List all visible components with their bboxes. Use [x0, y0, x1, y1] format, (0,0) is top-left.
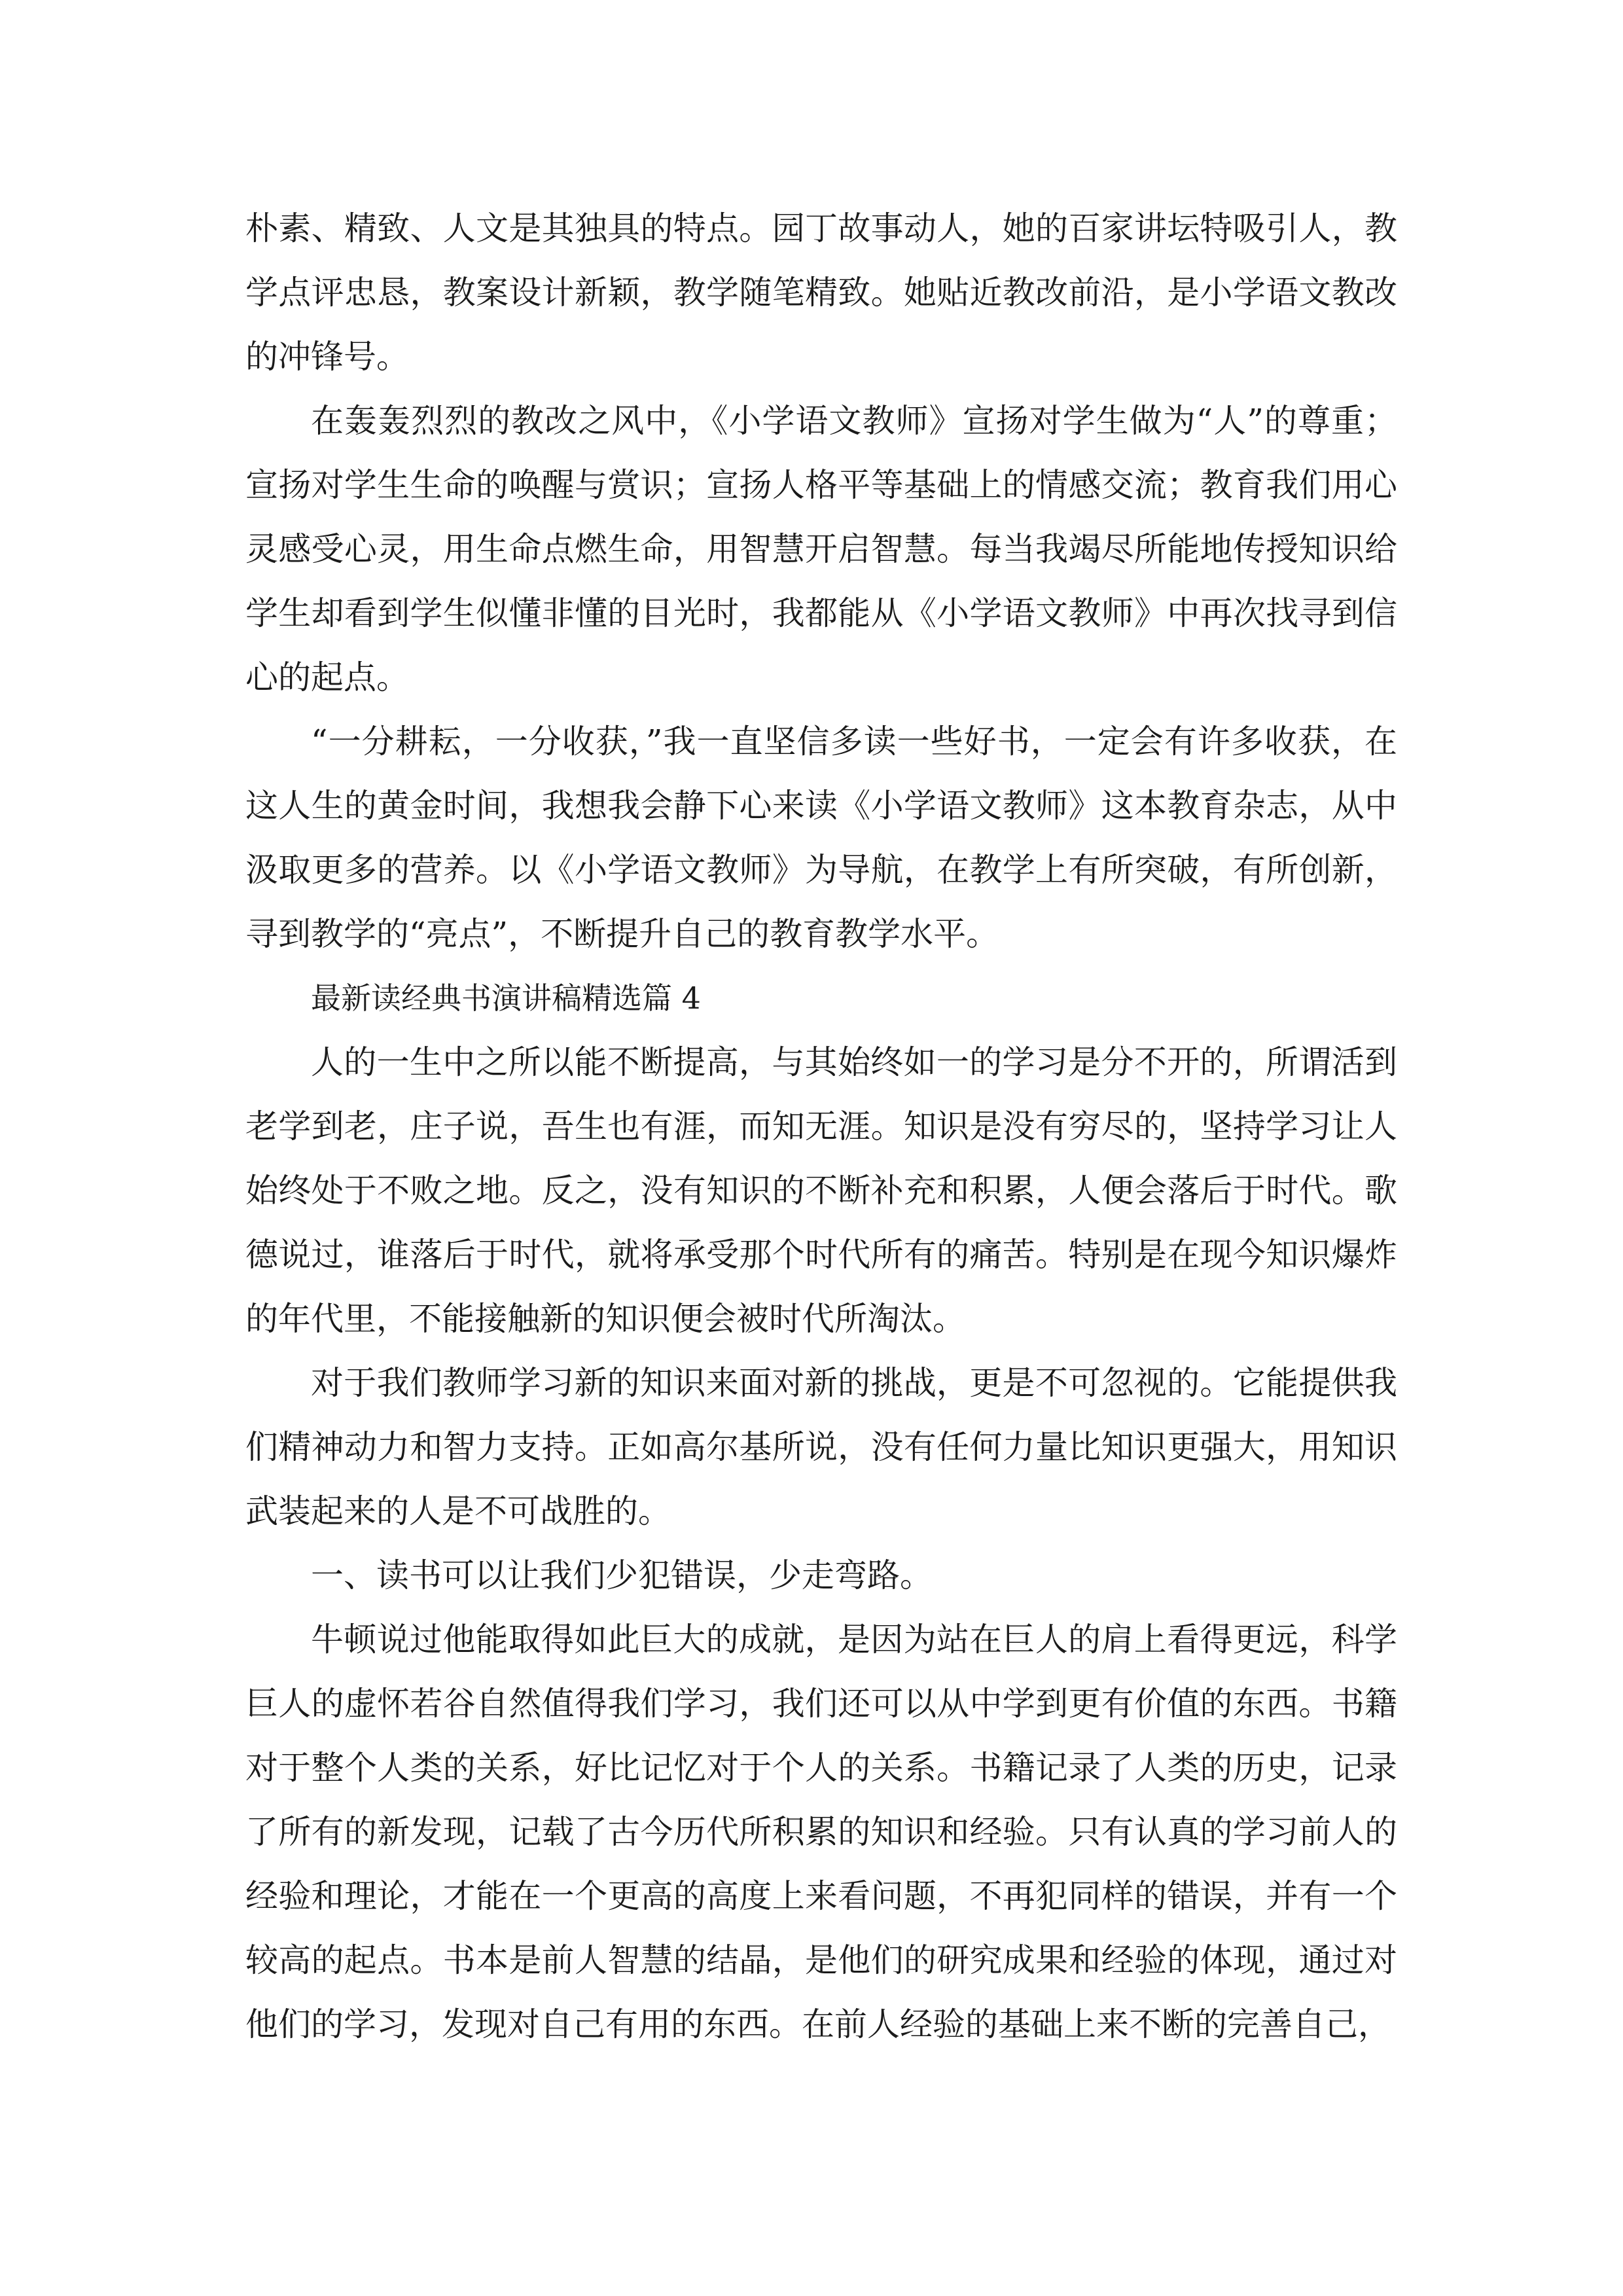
- paragraph-1: 朴素、精致、人文是其独具的特点。园丁故事动人，她的百家讲坛特吸引人，教学点评忠恳，教案设计新颖，教学随笔精致。她贴近教改前沿，是小学语文教改的冲锋号。: [245, 209, 1397, 376]
- paragraph-2: 在轰轰烈烈的教改之风中，《小学语文教师》宣扬对学生做为“人”的尊重；宣扬对学生生命的唤醒与赏识；宣扬人格平等基础上的情感交流；教育我们用心灵感受心灵，用生命点燃生命，用智慧开启智慧。每当我竭尽所能地传授知识给学生却看到学生似懂非懂的目光时，我都能从《小学语文教师》中再次找寻到信心的起点。: [245, 402, 1397, 696]
- section-heading: 最新读经典书演讲稿精选篇 4: [311, 980, 701, 1016]
- paragraph-6: 牛顿说过他能取得如此巨大的成就，是因为站在巨人的肩上看得更远，科学巨人的虚怀若谷自然值得我们学习，我们还可以从中学到更有价值的东西。书籍对于整个人类的关系，好比记忆对于个人的关系。书籍记录了人类的历史，记录了所有的新发现，记载了古今历代所积累的知识和经验。只有认真的学习前人的经验和理论，才能在一个更高的高度上来看问题，不再犯同样的错误，并有一个较高的起点。书本是前人智慧的结晶，是他们的研究成果和经验的体现，通过对他们的学习，发现对自己有用的东西。在前人经验的基础上来不断的完善自己，: [245, 1621, 1397, 2043]
- paragraph-4: 人的一生中之所以能不断提高，与其始终如一的学习是分不开的，所谓活到老学到老，庄子说，吾生也有涯，而知无涯。知识是没有穷尽的，坚持学习让人始终处于不败之地。反之，没有知识的不断补充和积累，人便会落后于时代。歌德说过，谁落后于时代，就将承受那个时代所有的痛苦。特别是在现今知识爆炸的年代里，不能接触新的知识便会被时代所淘汰。: [245, 1043, 1397, 1338]
- subheading-1: 一、读书可以让我们少犯错误，少走弯路。: [311, 1556, 933, 1594]
- paragraph-3: “一分耕耘，一分收获，”我一直坚信多读一些好书，一定会有许多收获，在这人生的黄金时间，我想我会静下心来读《小学语文教师》这本教育杂志，从中汲取更多的营养。以《小学语文教师》为导航，在教学上有所突破，有所创新，寻到教学的“亮点”，不断提升自己的教育教学水平。: [245, 723, 1397, 953]
- paragraph-5: 对于我们教师学习新的知识来面对新的挑战，更是不可忽视的。它能提供我们精神动力和智力支持。正如高尔基所说，没有任何力量比知识更强大，用知识武装起来的人是不可战胜的。: [245, 1364, 1397, 1530]
- document-body: [245, 196, 1397, 2056]
